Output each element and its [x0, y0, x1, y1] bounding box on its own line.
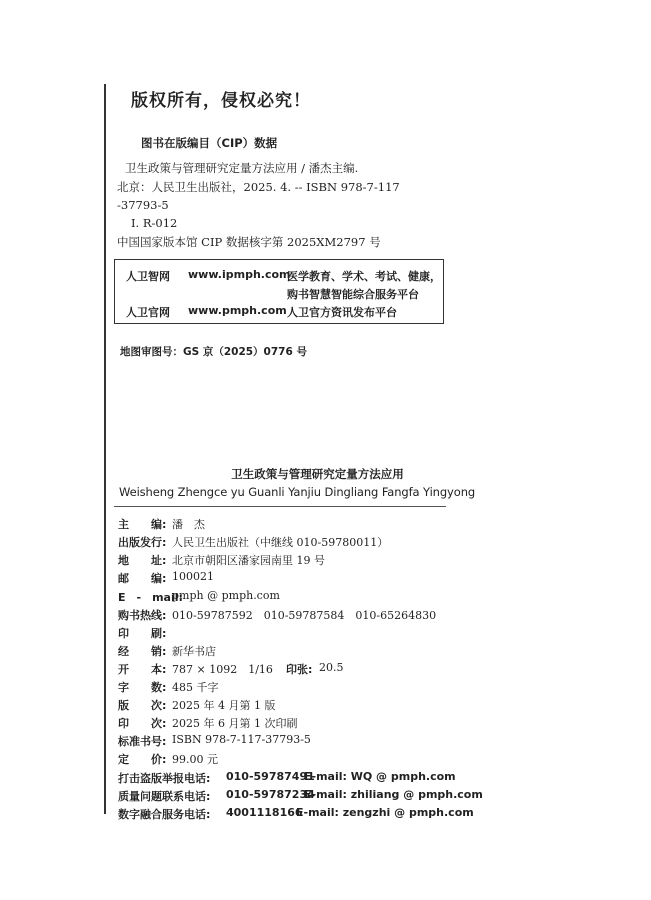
contact-phone: 4001118166	[226, 806, 303, 819]
contact-email[interactable]: E-mail: zhiliang @ pmph.com	[304, 788, 483, 801]
site-description: 医学教育、学术、考试、健康，	[287, 270, 441, 283]
info-label: 主 编:	[118, 518, 167, 531]
book-title: 卫生政策与管理研究定量方法应用	[231, 467, 404, 481]
contact-label: 质量问题联系电话:	[118, 790, 211, 803]
info-label: 邮 编:	[118, 572, 167, 585]
cip-line: Ⅰ. R-012	[131, 216, 178, 230]
cip-title: 图书在版编目（CIP）数据	[141, 136, 278, 150]
copyright-notice: 版权所有，侵权必究！	[131, 91, 311, 111]
website-info-box	[114, 259, 444, 324]
contact-phone: 010-59787491	[226, 770, 315, 783]
divider	[114, 506, 446, 507]
site-url[interactable]: www.pmph.com	[188, 304, 287, 317]
info-value: 100021	[172, 570, 214, 583]
cip-line: 卫生政策与管理研究定量方法应用 / 潘杰主编.	[125, 161, 359, 175]
sheet-count-label: 印张:	[286, 663, 313, 676]
site-url[interactable]: www.ipmph.com	[188, 268, 291, 281]
contact-label: 打击盗版举报电话:	[118, 772, 211, 785]
info-value: 787 × 1092 1/16	[172, 663, 273, 676]
info-value: 485 千字	[172, 681, 219, 694]
info-label: 地 址:	[118, 554, 167, 567]
book-title-pinyin: Weisheng Zhengce yu Guanli Yanjiu Dingliang Fangfa Yingyong	[119, 485, 476, 499]
site-name: 人卫智网	[126, 270, 170, 283]
left-margin-rule	[104, 84, 106, 814]
contact-email[interactable]: E-mail: zengzhi @ pmph.com	[296, 806, 474, 819]
info-value: 北京市朝阳区潘家园南里 19 号	[172, 554, 325, 567]
info-value: 人民卫生出版社（中继线 010-59780011）	[172, 536, 389, 549]
info-value: 潘 杰	[172, 518, 205, 531]
contact-label: 数字融合服务电话:	[118, 808, 211, 821]
info-label: 印 刷:	[118, 627, 167, 640]
info-label: 出版发行:	[118, 536, 167, 549]
site-description: 人卫官方资讯发布平台	[287, 306, 397, 319]
info-label: 定 价:	[118, 753, 167, 766]
info-value: 010-59787592 010-59787584 010-65264830	[172, 609, 437, 622]
info-value: ISBN 978-7-117-37793-5	[172, 733, 311, 746]
contact-phone: 010-59787234	[226, 788, 315, 801]
sheet-count-value: 20.5	[319, 661, 344, 674]
map-approval-number: 地图审图号：GS 京（2025）0776 号	[120, 346, 307, 358]
contact-email[interactable]: E-mail: WQ @ pmph.com	[304, 770, 456, 783]
info-value: 新华书店	[172, 645, 216, 658]
info-value: 99.00 元	[172, 753, 218, 766]
book-title-block	[0, 466, 651, 482]
info-label: 开 本:	[118, 663, 167, 676]
info-value[interactable]: pmph @ pmph.com	[172, 589, 280, 602]
info-value: 2025 年 4 月第 1 版	[172, 699, 276, 712]
cip-line: 中国国家版本馆 CIP 数据核字第 2025XM2797 号	[117, 235, 381, 249]
info-label: 字 数:	[118, 681, 167, 694]
cip-line: -37793-5	[117, 198, 169, 212]
info-label: E - mail:	[118, 591, 183, 604]
info-label: 印 次:	[118, 717, 167, 730]
site-name: 人卫官网	[126, 306, 170, 319]
site-description: 购书智慧智能综合服务平台	[287, 288, 419, 301]
cip-line: 北京：人民卫生出版社，2025. 4. -- ISBN 978-7-117	[117, 180, 400, 194]
info-label: 标准书号:	[118, 735, 167, 748]
info-label: 购书热线:	[118, 609, 167, 622]
info-label: 经 销:	[118, 645, 167, 658]
info-label: 版 次:	[118, 699, 167, 712]
info-value: 2025 年 6 月第 1 次印刷	[172, 717, 298, 730]
